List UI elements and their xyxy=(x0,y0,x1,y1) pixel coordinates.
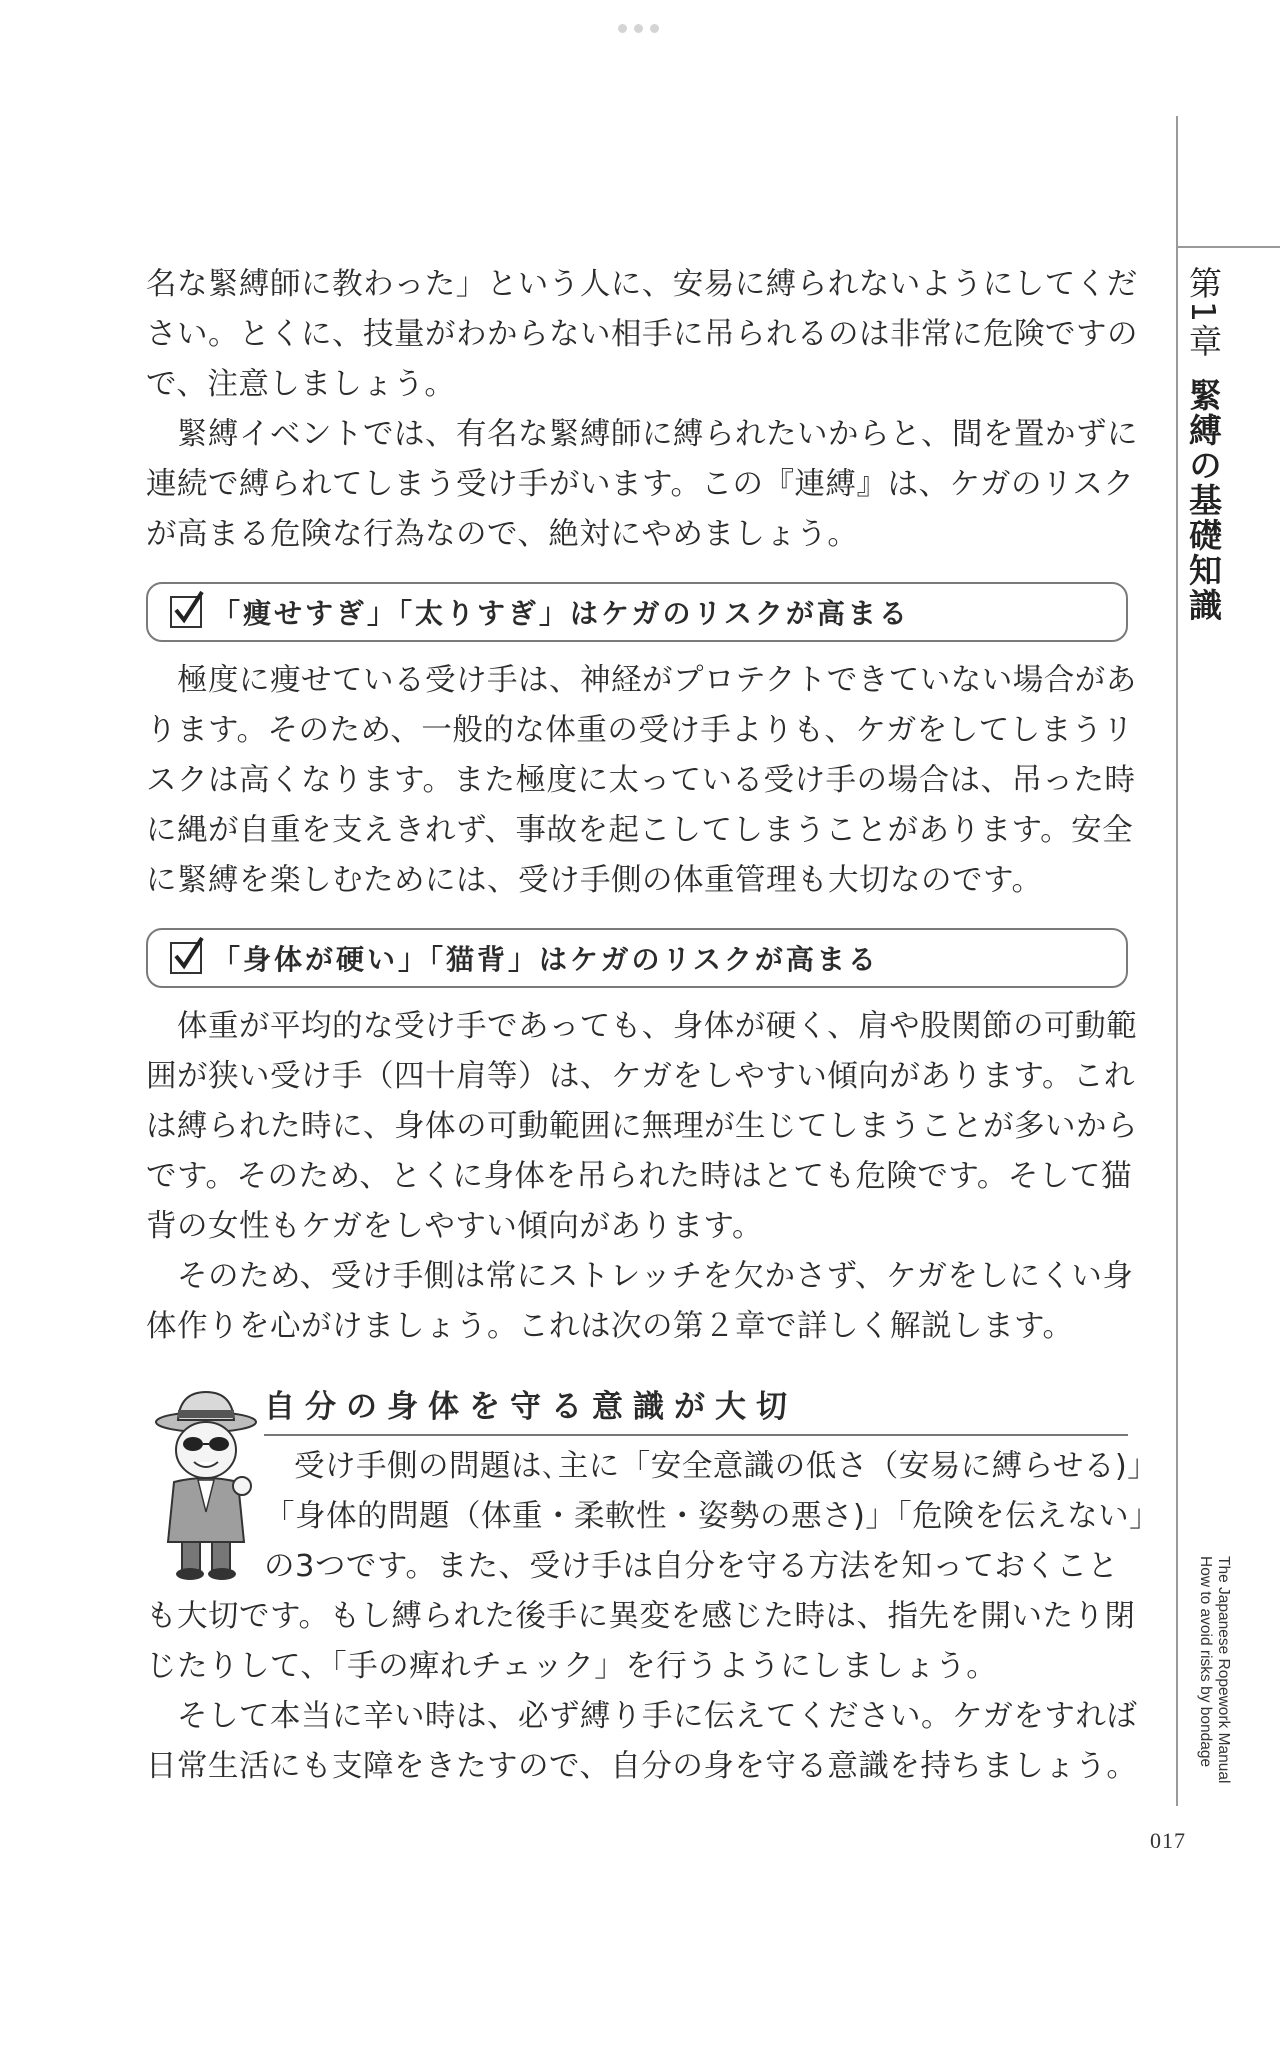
dot xyxy=(634,24,643,33)
page-indicator-dots xyxy=(618,24,659,33)
body-line: です。そのため、とくに身体を吊られた時はとても危険です。そして猫 xyxy=(146,1159,1132,1194)
body-line: 連続で縛られてしまう受け手がいます。この『連縛』は、ケガのリスク xyxy=(146,467,1135,502)
body-line: が高まる危険な行為なので、絶対にやめましょう。 xyxy=(146,517,859,552)
body-line: 「身体的問題（体重・柔軟性・姿勢の悪さ)」「危険を伝えない」 xyxy=(264,1499,1161,1534)
english-title-line: The Japanese Ropework Manual xyxy=(1215,1556,1232,1784)
column-box xyxy=(146,1380,1161,1792)
section-heading-text: 「痩せすぎ」「太りすぎ」はケガのリスクが高まる xyxy=(212,597,910,630)
body-line: 極度に痩せている受け手は、神経がプロテクトできていない場合があ xyxy=(177,663,1137,698)
page-number: 017 xyxy=(1150,1828,1186,1853)
body-line: 体重が平均的な受け手であっても、身体が硬く、肩や股関節の可動範 xyxy=(177,1009,1138,1044)
body-line: 緊縛イベントでは、有名な緊縛師に縛られたいからと、間を置かずに xyxy=(177,417,1138,452)
column-title: 自分の身体を守る意識が大切 xyxy=(264,1380,1128,1436)
body-line: も大切です。もし縛られた後手に異変を感じた時は、指先を開いたり閉 xyxy=(146,1599,1136,1634)
margin-divider xyxy=(1176,116,1178,1806)
body-line: 体作りを心がけましょう。これは次の第２章で詳しく解説します。 xyxy=(146,1309,1074,1344)
page-body xyxy=(146,260,1161,1792)
body-line: で、注意しましょう。 xyxy=(146,367,456,402)
chapter-title: 緊縛の基礎知識 xyxy=(1184,378,1223,623)
body-line: 名な緊縛師に教わった」という人に、安易に縛られないようにしてくだ xyxy=(146,267,1138,302)
body-line: 日常生活にも支障をきたすので、自分の身を守る意識を持ちましょう。 xyxy=(146,1749,1138,1784)
body-line: スクは高くなります。また極度に太っている受け手の場合は、吊った時 xyxy=(146,763,1136,798)
margin-divider xyxy=(1176,246,1280,248)
dot xyxy=(650,24,659,33)
body-line: 背の女性もケガをしやすい傾向があります。 xyxy=(146,1209,763,1244)
body-line: 囲が狭い受け手（四十肩等）は、ケガをしやすい傾向があります。これ xyxy=(146,1059,1135,1094)
body-line: 受け手側の問題は､主に「安全意識の低さ（安易に縛らせる)」 xyxy=(294,1449,1159,1484)
body-line: さい。とくに、技量がわからない相手に吊られるのは非常に危険ですの xyxy=(146,317,1138,352)
english-title-line: How to avoid risks by bondage xyxy=(1197,1556,1214,1768)
checkbox-check-icon xyxy=(170,596,202,628)
body-line: の3つです。また、受け手は自分を守る方法を知っておくこと xyxy=(264,1549,1119,1584)
body-line: ります。そのため、一般的な体重の受け手よりも、ケガをしてしまうリ xyxy=(146,713,1134,748)
book-english-title xyxy=(1196,1556,1232,1783)
checkbox-check-icon xyxy=(170,942,202,974)
body-line: じたりして、「手の痺れチェック」を行うようにしましょう。 xyxy=(146,1649,998,1684)
section-heading-stiff-posture xyxy=(146,928,1128,988)
section-heading-thin-heavy xyxy=(146,582,1128,642)
body-line: は縛られた時に、身体の可動範囲に無理が生じてしまうことが多いから xyxy=(146,1109,1138,1144)
body-line: に縄が自重を支えきれず、事故を起こしてしまうことがあります。安全 xyxy=(146,813,1134,848)
dot xyxy=(618,24,627,33)
body-line: そのため、受け手側は常にストレッチを欠かさず、ケガをしにくい身 xyxy=(177,1259,1134,1294)
section-heading-text: 「身体が硬い」「猫背」はケガのリスクが高まる xyxy=(212,943,879,976)
body-line: そして本当に辛い時は、必ず縛り手に伝えてください。ケガをすれば xyxy=(177,1699,1138,1734)
chapter-number: 第1章 xyxy=(1184,266,1223,359)
body-line: に緊縛を楽しむためには、受け手側の体重管理も大切なのです。 xyxy=(146,863,1043,898)
mascot-illustration-icon xyxy=(146,1382,266,1582)
